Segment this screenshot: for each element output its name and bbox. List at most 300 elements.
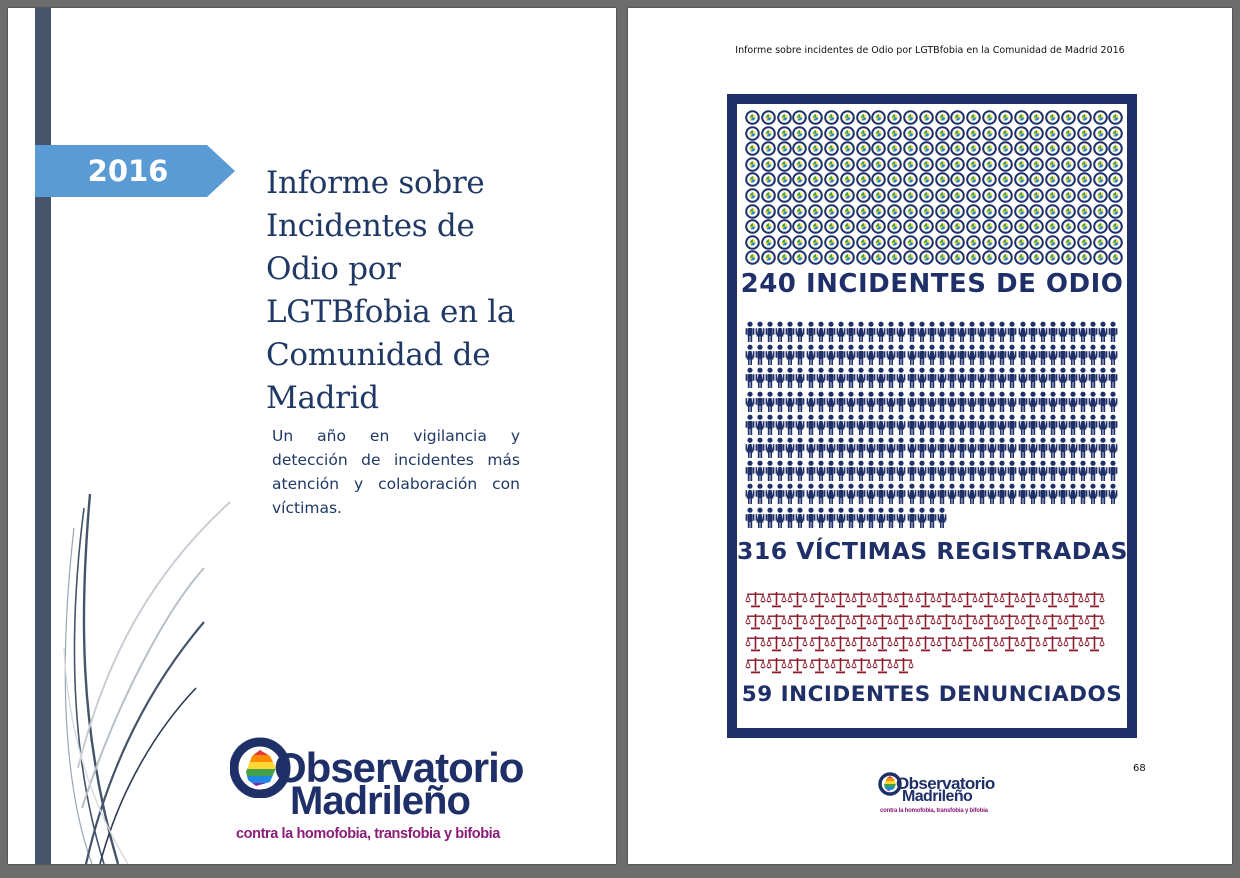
scales-icon [851, 613, 872, 630]
scales-icon [957, 635, 978, 652]
person-icon [745, 344, 755, 365]
map-logo-icon [1061, 219, 1076, 234]
map-logo-icon [887, 110, 902, 125]
scales-icon [936, 591, 957, 608]
person-icon [765, 507, 775, 528]
map-logo-icon [919, 235, 934, 250]
person-icon [846, 414, 856, 435]
person-icon [856, 483, 866, 504]
cover-title-line: Madrid [266, 380, 379, 416]
person-icon [1058, 344, 1068, 365]
person-icon [876, 414, 886, 435]
map-logo-icon [998, 172, 1013, 187]
map-logo-icon [856, 172, 871, 187]
person-icon [917, 507, 927, 528]
person-icon [856, 344, 866, 365]
person-icon [836, 507, 846, 528]
map-logo-icon [808, 235, 823, 250]
map-logo-icon [761, 157, 776, 172]
person-icon [826, 344, 836, 365]
person-icon [836, 483, 846, 504]
cover-title-line: LGTBfobia en la [266, 294, 516, 330]
person-icon [947, 344, 957, 365]
person-icon [917, 367, 927, 388]
person-icon [866, 483, 876, 504]
scales-icon [851, 657, 872, 674]
map-logo-icon [1108, 126, 1123, 141]
map-logo-icon [998, 204, 1013, 219]
infographic-frame [727, 94, 1137, 738]
map-logo-icon [856, 204, 871, 219]
person-icon [1088, 344, 1098, 365]
map-logo-icon [950, 219, 965, 234]
person-icon [866, 414, 876, 435]
person-icon [957, 367, 967, 388]
person-icon [957, 483, 967, 504]
person-icon [1048, 483, 1058, 504]
map-logo-icon [840, 250, 855, 265]
map-logo-icon [761, 250, 776, 265]
person-icon [896, 367, 906, 388]
person-icon [967, 437, 977, 458]
person-icon [1028, 414, 1038, 435]
person-icon [947, 437, 957, 458]
map-logo-icon [840, 235, 855, 250]
map-logo-icon [1108, 141, 1123, 156]
map-logo-icon [777, 188, 792, 203]
scales-icon [978, 635, 999, 652]
person-icon [816, 507, 826, 528]
person-icon [947, 367, 957, 388]
person-icon [1058, 460, 1068, 481]
denounced-icon-grid [745, 591, 1119, 674]
map-logo-icon [1045, 188, 1060, 203]
person-icon [1038, 367, 1048, 388]
person-icon [775, 507, 785, 528]
person-icon [896, 507, 906, 528]
person-icon [836, 344, 846, 365]
person-icon [997, 367, 1007, 388]
person-icon [937, 367, 947, 388]
person-icon [816, 391, 826, 412]
map-logo-icon [903, 141, 918, 156]
person-icon [967, 391, 977, 412]
person-icon [1018, 367, 1028, 388]
person-icon [1058, 321, 1068, 342]
person-icon [836, 321, 846, 342]
person-icon [806, 414, 816, 435]
person-icon [806, 437, 816, 458]
map-logo-icon [998, 250, 1013, 265]
map-logo-icon [935, 235, 950, 250]
scales-icon [1084, 613, 1105, 630]
map-logo-icon [871, 235, 886, 250]
person-icon [775, 414, 785, 435]
person-icon [1078, 483, 1088, 504]
scales-icon [957, 613, 978, 630]
map-logo-icon [950, 126, 965, 141]
person-icon [785, 414, 795, 435]
logo-tagline: contra la homofobia, transfobia y bifobia [236, 826, 500, 842]
person-icon [775, 483, 785, 504]
person-icon [907, 344, 917, 365]
person-icon [927, 483, 937, 504]
map-logo-icon [1093, 126, 1108, 141]
map-logo-icon [792, 110, 807, 125]
scales-icon [872, 635, 893, 652]
person-icon [1098, 483, 1108, 504]
map-logo-icon [935, 110, 950, 125]
map-logo-icon [777, 250, 792, 265]
scales-icon [893, 591, 914, 608]
person-icon [1088, 321, 1098, 342]
map-logo-icon [982, 172, 997, 187]
person-icon [1098, 367, 1108, 388]
map-logo-icon [824, 126, 839, 141]
map-logo-icon [1045, 219, 1060, 234]
map-logo-icon [982, 141, 997, 156]
person-icon [826, 391, 836, 412]
map-logo-icon [887, 235, 902, 250]
scales-icon [1084, 591, 1105, 608]
person-icon [1108, 321, 1118, 342]
map-logo-icon [950, 157, 965, 172]
map-logo-icon [871, 204, 886, 219]
person-icon [1058, 414, 1068, 435]
person-icon [1038, 460, 1048, 481]
person-icon [997, 483, 1007, 504]
map-logo-icon [998, 235, 1013, 250]
person-icon [927, 321, 937, 342]
map-logo-icon [1014, 141, 1029, 156]
map-logo-icon [1077, 235, 1092, 250]
person-icon [775, 460, 785, 481]
map-logo-icon [808, 250, 823, 265]
person-icon [755, 483, 765, 504]
person-icon [886, 321, 896, 342]
map-logo-icon [1108, 110, 1123, 125]
map-logo-icon [1108, 250, 1123, 265]
map-logo-icon [856, 110, 871, 125]
person-icon [1007, 367, 1017, 388]
scales-icon [999, 591, 1020, 608]
cover-title-line: Odio por [266, 251, 401, 287]
map-logo-icon [966, 110, 981, 125]
map-logo-icon [761, 204, 776, 219]
map-logo-icon [824, 235, 839, 250]
map-logo-icon [1093, 141, 1108, 156]
person-icon [755, 391, 765, 412]
person-icon [876, 437, 886, 458]
scales-icon [830, 613, 851, 630]
map-logo-icon [1077, 250, 1092, 265]
person-icon [1078, 414, 1088, 435]
map-logo-icon [982, 126, 997, 141]
person-icon [816, 414, 826, 435]
map-logo-icon [871, 188, 886, 203]
map-logo-icon [903, 126, 918, 141]
person-icon [1108, 414, 1118, 435]
person-icon [937, 507, 947, 528]
person-icon [765, 483, 775, 504]
map-logo-icon [824, 250, 839, 265]
scales-icon [936, 613, 957, 630]
map-logo-icon [856, 250, 871, 265]
person-icon [977, 321, 987, 342]
map-logo-icon [856, 235, 871, 250]
person-icon [927, 414, 937, 435]
map-logo-icon [1108, 204, 1123, 219]
person-icon [1088, 483, 1098, 504]
person-icon [987, 391, 997, 412]
scales-icon [851, 591, 872, 608]
map-logo-icon [1093, 172, 1108, 187]
map-logo-icon [1077, 110, 1092, 125]
person-icon [967, 414, 977, 435]
person-icon [1058, 367, 1068, 388]
person-icon [795, 460, 805, 481]
map-logo-icon [903, 204, 918, 219]
person-icon [856, 391, 866, 412]
person-icon [1018, 321, 1028, 342]
person-icon [1018, 483, 1028, 504]
map-logo-icon [871, 219, 886, 234]
person-icon [755, 414, 765, 435]
map-logo-icon [919, 172, 934, 187]
map-logo-icon [777, 219, 792, 234]
map-logo-icon [966, 141, 981, 156]
map-logo-icon [1045, 235, 1060, 250]
person-icon [1098, 460, 1108, 481]
person-icon [937, 321, 947, 342]
map-logo-icon [824, 219, 839, 234]
map-logo-icon [1014, 126, 1029, 141]
map-logo-icon [966, 204, 981, 219]
scales-icon [872, 591, 893, 608]
person-icon [795, 483, 805, 504]
person-icon [967, 367, 977, 388]
map-logo-icon [871, 110, 886, 125]
person-icon [1038, 483, 1048, 504]
person-icon [876, 391, 886, 412]
person-icon [886, 391, 896, 412]
map-logo-icon [887, 157, 902, 172]
map-logo-icon [840, 204, 855, 219]
person-icon [917, 414, 927, 435]
person-icon [1088, 437, 1098, 458]
map-logo-icon [745, 157, 760, 172]
person-icon [957, 437, 967, 458]
map-logo-icon [1093, 110, 1108, 125]
person-icon [987, 321, 997, 342]
map-logo-icon [1045, 172, 1060, 187]
person-icon [876, 344, 886, 365]
person-icon [937, 391, 947, 412]
person-icon [886, 367, 896, 388]
scales-icon [978, 613, 999, 630]
person-icon [846, 507, 856, 528]
map-logo-icon [1045, 141, 1060, 156]
logo-title-line1: Observatorio [274, 744, 524, 791]
person-icon [1028, 344, 1038, 365]
person-icon [937, 483, 947, 504]
person-icon [1058, 391, 1068, 412]
person-icon [1068, 460, 1078, 481]
person-icon [1038, 344, 1048, 365]
map-logo-icon [966, 172, 981, 187]
person-icon [775, 391, 785, 412]
person-icon [806, 391, 816, 412]
person-icon [917, 321, 927, 342]
map-logo-icon [1029, 235, 1044, 250]
person-icon [1108, 367, 1118, 388]
person-icon [907, 483, 917, 504]
person-icon [785, 321, 795, 342]
person-icon [826, 321, 836, 342]
map-logo-icon [1077, 204, 1092, 219]
person-icon [1028, 483, 1038, 504]
person-icon [927, 344, 937, 365]
map-logo-icon [919, 188, 934, 203]
person-icon [765, 437, 775, 458]
scales-icon [1020, 591, 1041, 608]
person-icon [745, 460, 755, 481]
map-logo-icon [1077, 126, 1092, 141]
person-icon [1018, 437, 1028, 458]
person-icon [795, 437, 805, 458]
map-logo-icon [966, 126, 981, 141]
person-icon [836, 391, 846, 412]
map-logo-icon [1061, 157, 1076, 172]
observatorio-logo-small [878, 770, 995, 820]
person-icon [755, 460, 765, 481]
incidents-icon-grid [745, 110, 1125, 265]
map-logo-icon [1093, 204, 1108, 219]
person-icon [785, 483, 795, 504]
map-logo-icon [761, 172, 776, 187]
map-logo-icon [808, 188, 823, 203]
report-page [628, 8, 1232, 864]
person-icon [997, 460, 1007, 481]
person-icon [816, 321, 826, 342]
map-logo-icon [856, 157, 871, 172]
person-icon [957, 321, 967, 342]
person-icon [927, 507, 937, 528]
map-logo-icon [761, 141, 776, 156]
person-icon [785, 507, 795, 528]
person-icon [765, 321, 775, 342]
person-icon [917, 391, 927, 412]
scales-icon [787, 613, 808, 630]
map-logo-icon [1077, 157, 1092, 172]
map-logo-icon [871, 157, 886, 172]
map-logo-icon [745, 235, 760, 250]
scales-icon [915, 591, 936, 608]
person-icon [886, 414, 896, 435]
person-icon [977, 391, 987, 412]
map-logo-icon [840, 188, 855, 203]
map-logo-icon [887, 250, 902, 265]
map-logo-icon [808, 126, 823, 141]
person-icon [1108, 344, 1118, 365]
map-logo-icon [824, 188, 839, 203]
person-icon [795, 414, 805, 435]
person-icon [836, 460, 846, 481]
scales-icon [1020, 613, 1041, 630]
map-logo-icon [1093, 157, 1108, 172]
person-icon [987, 437, 997, 458]
map-logo-icon [966, 250, 981, 265]
map-logo-icon [998, 219, 1013, 234]
person-icon [745, 321, 755, 342]
scales-icon [999, 613, 1020, 630]
map-logo-icon [903, 110, 918, 125]
map-logo-icon [761, 188, 776, 203]
map-logo-icon [792, 188, 807, 203]
map-logo-icon [1029, 157, 1044, 172]
person-icon [957, 344, 967, 365]
map-logo-icon [871, 126, 886, 141]
person-icon [917, 437, 927, 458]
map-logo-icon [903, 188, 918, 203]
person-icon [1028, 391, 1038, 412]
person-icon [795, 367, 805, 388]
map-logo-icon [792, 157, 807, 172]
person-icon [987, 460, 997, 481]
person-icon [745, 507, 755, 528]
map-logo-icon [1093, 219, 1108, 234]
person-icon [997, 414, 1007, 435]
cover-subtitle: Un año en vigilancia y detección de incidentes más atención y colaboración con víctimas. [272, 427, 520, 517]
map-logo-icon [1061, 141, 1076, 156]
person-icon [977, 483, 987, 504]
map-logo-icon [871, 172, 886, 187]
map-logo-icon [903, 235, 918, 250]
person-icon [1028, 437, 1038, 458]
map-logo-icon [792, 219, 807, 234]
map-logo-icon [745, 172, 760, 187]
person-icon [745, 367, 755, 388]
person-icon [755, 344, 765, 365]
person-icon [866, 391, 876, 412]
person-icon [987, 414, 997, 435]
observatorio-logo [230, 734, 524, 846]
map-logo-icon [966, 157, 981, 172]
scales-icon [1042, 635, 1063, 652]
scales-icon [936, 635, 957, 652]
person-icon [1028, 321, 1038, 342]
person-icon [967, 460, 977, 481]
map-logo-icon [982, 204, 997, 219]
victims-stat-label: 316 VÍCTIMAS REGISTRADAS [737, 537, 1128, 565]
person-icon [1018, 414, 1028, 435]
map-logo-icon [808, 157, 823, 172]
person-icon [1078, 460, 1088, 481]
map-logo-icon [1029, 172, 1044, 187]
person-icon [927, 437, 937, 458]
person-icon [937, 414, 947, 435]
scales-icon [872, 657, 893, 674]
person-icon [775, 437, 785, 458]
person-icon [967, 483, 977, 504]
map-logo-icon [887, 141, 902, 156]
person-icon [876, 367, 886, 388]
map-logo-icon [919, 110, 934, 125]
map-logo-icon [792, 250, 807, 265]
person-icon [856, 507, 866, 528]
denounced-stat-label: 59 INCIDENTES DENUNCIADOS [741, 682, 1123, 707]
person-icon [806, 460, 816, 481]
